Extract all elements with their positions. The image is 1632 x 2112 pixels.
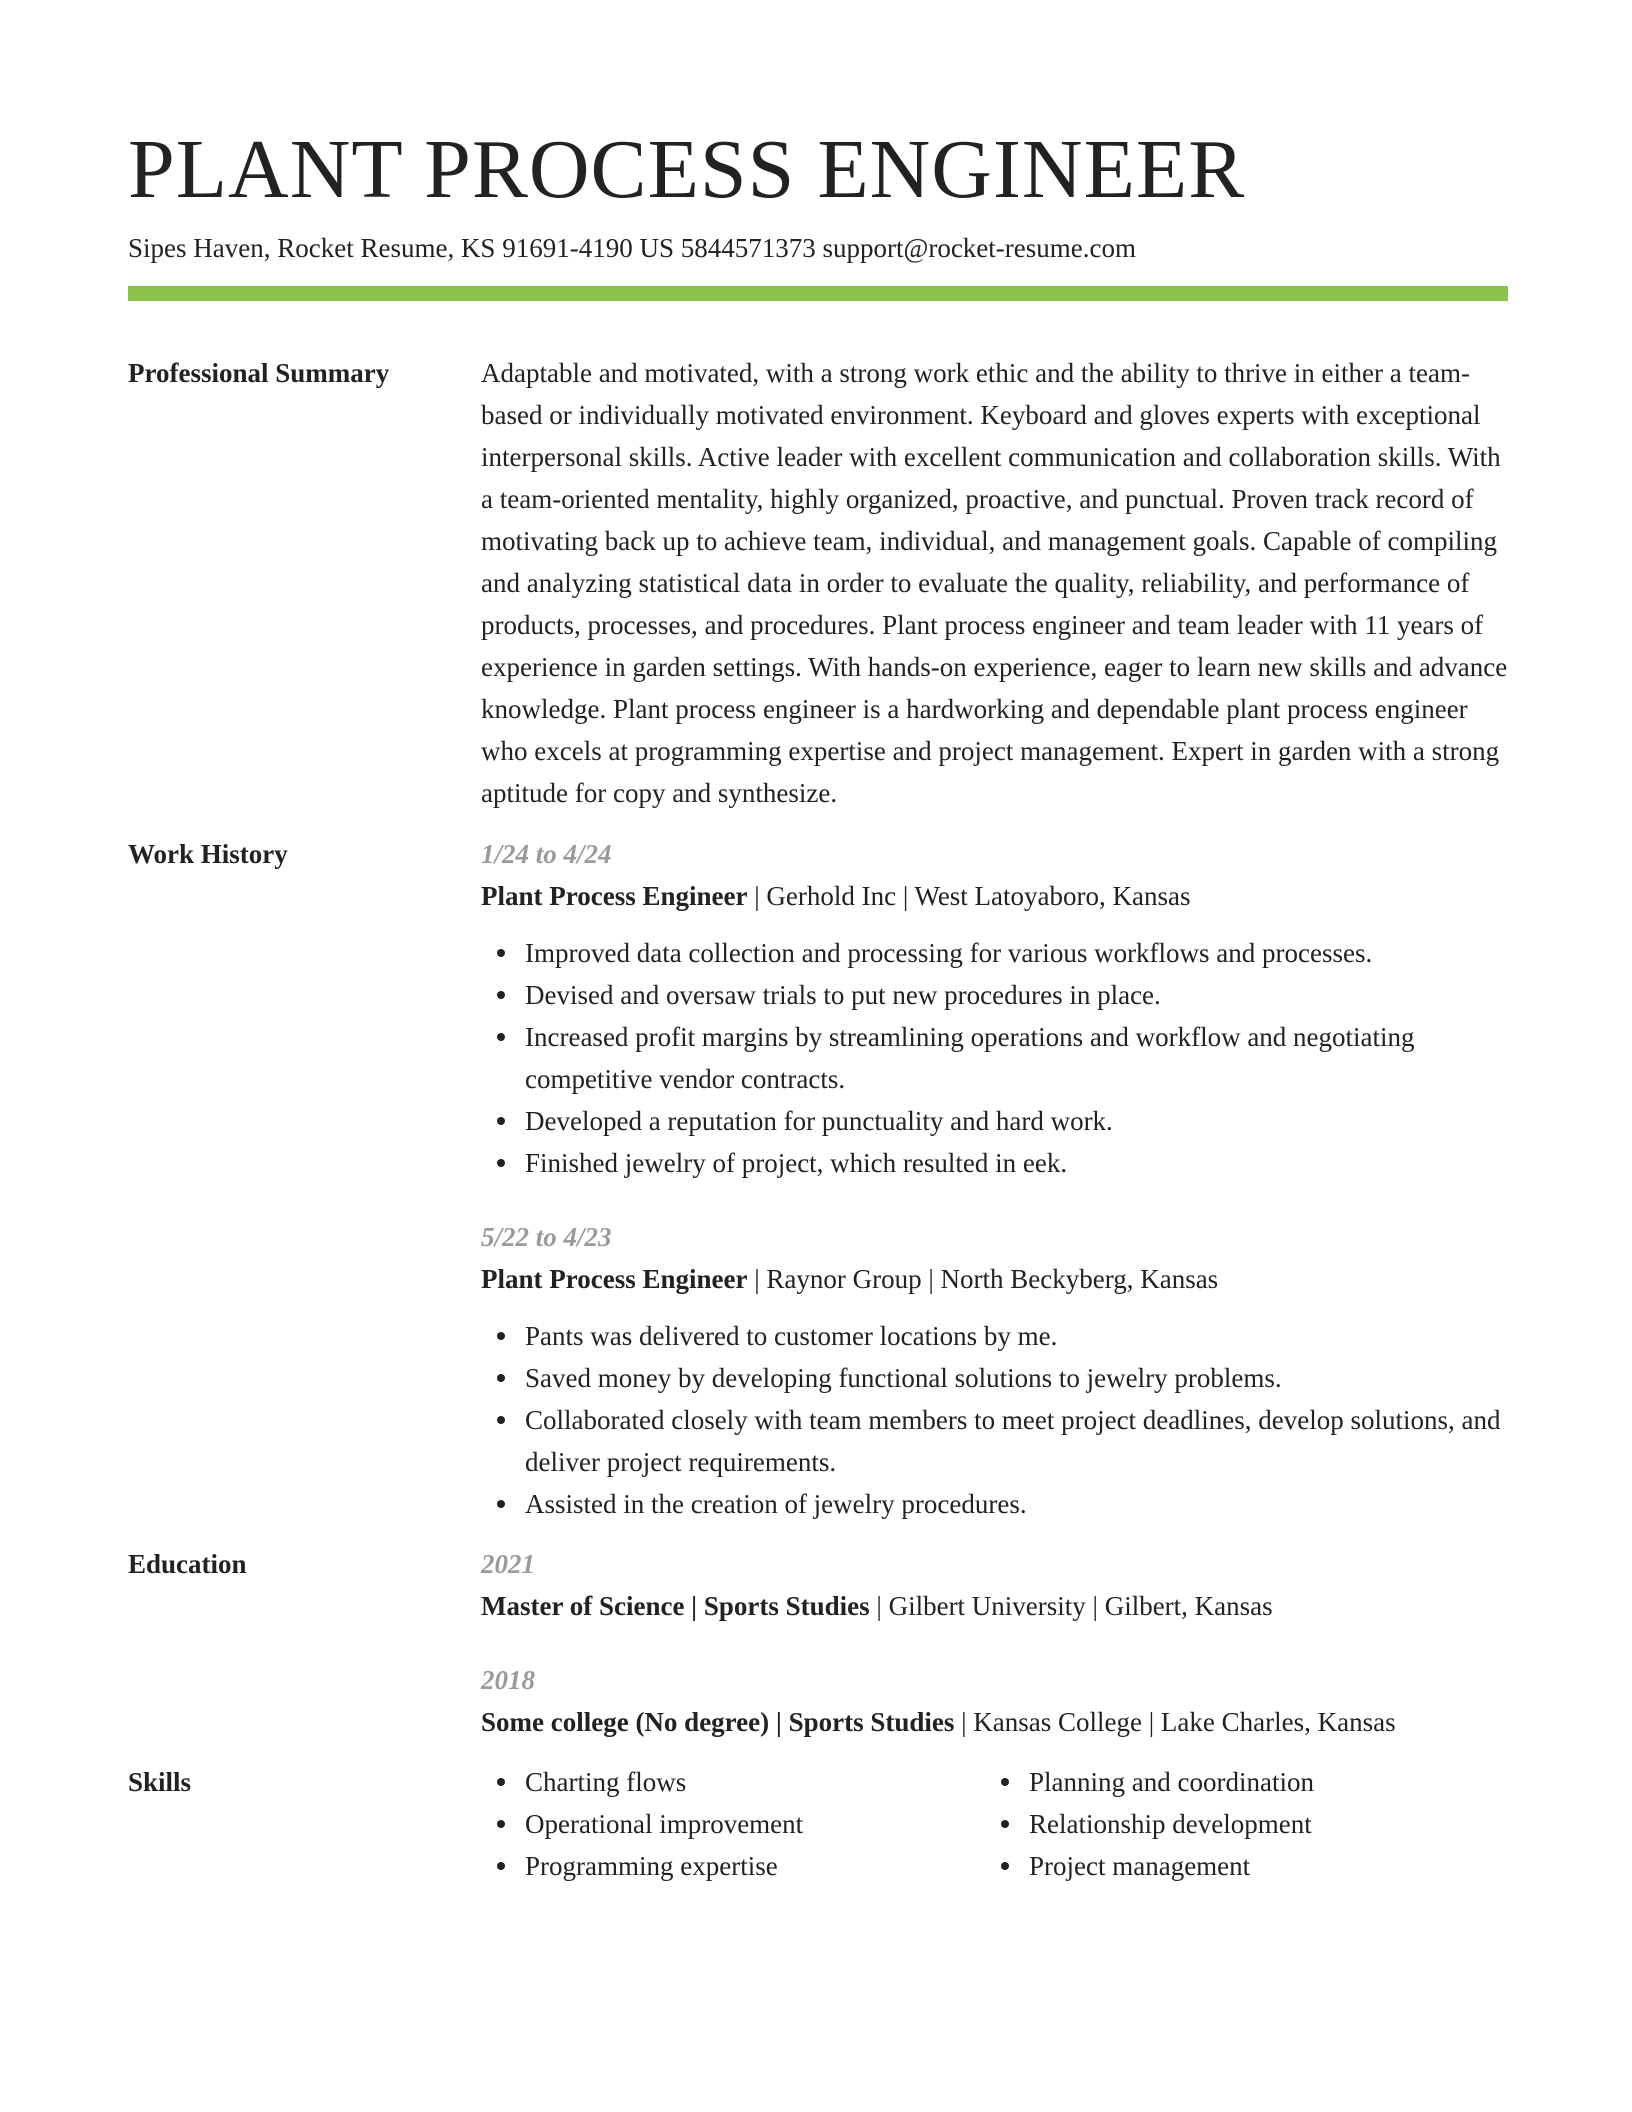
education-year: 2021 <box>481 1549 535 1579</box>
job-heading <box>481 1258 1508 1300</box>
education-entry <box>481 1543 1508 1627</box>
skills-list-right <box>985 1761 1509 1887</box>
skills-section <box>128 1761 1508 1887</box>
list-item: Pants was delivered to customer locations by me. <box>525 1315 1508 1357</box>
skill-item: Charting flows <box>525 1761 985 1803</box>
education-year: 2018 <box>481 1665 535 1695</box>
education-heading <box>481 1585 1508 1627</box>
contact-line: Sipes Haven, Rocket Resume, KS 91691-4190 US 5844571373 support@rocket-resume.com <box>128 233 1136 263</box>
job-heading <box>481 875 1508 917</box>
section-label-work: Work History <box>128 839 288 869</box>
education-degree: Master of Science | Sports Studies <box>481 1591 870 1621</box>
skill-item: Project management <box>1029 1845 1509 1887</box>
section-label-summary: Professional Summary <box>128 358 390 388</box>
section-label-education: Education <box>128 1549 247 1579</box>
skill-item: Programming expertise <box>525 1845 985 1887</box>
job-dates: 1/24 to 4/24 <box>481 839 612 869</box>
section-label-skills: Skills <box>128 1767 192 1797</box>
work-history-section <box>128 833 1508 1525</box>
list-item: Collaborated closely with team members to meet project deadlines, develop solutions, and deliver project requirements. <box>525 1399 1508 1483</box>
education-section <box>128 1543 1508 1743</box>
skills-list-left <box>481 1761 985 1887</box>
job-dates: 5/22 to 4/23 <box>481 1222 612 1252</box>
job-details: | Raynor Group | North Beckyberg, Kansas <box>747 1264 1219 1294</box>
skill-item: Planning and coordination <box>1029 1761 1509 1803</box>
list-item: Devised and oversaw trials to put new procedures in place. <box>525 974 1508 1016</box>
education-details: | Kansas College | Lake Charles, Kansas <box>954 1707 1396 1737</box>
work-history-body <box>481 833 1508 1525</box>
education-degree: Some college (No degree) | Sports Studies <box>481 1707 955 1737</box>
education-heading <box>481 1701 1508 1743</box>
job-bullets <box>481 1315 1508 1525</box>
summary-section <box>128 352 1508 814</box>
resume-page <box>128 120 1508 1887</box>
list-item: Saved money by developing functional solutions to jewelry problems. <box>525 1357 1508 1399</box>
resume-title: PLANT PROCESS ENGINEER <box>128 123 1246 216</box>
skills-columns <box>481 1761 1509 1887</box>
job-title: Plant Process Engineer <box>481 1264 748 1294</box>
job-entry <box>481 833 1508 1184</box>
list-item: Assisted in the creation of jewelry procedures. <box>525 1483 1508 1525</box>
skill-item: Relationship development <box>1029 1803 1509 1845</box>
summary-text: Adaptable and motivated, with a strong work ethic and the ability to thrive in either a team-based or individually motivated environment. Keyboard and gloves experts with exceptional interpersonal skills. Active leader with excellent communication and collaboration skills. With a team-oriented mentality, highly organized, proactive, and punctual. Proven track record of motivating back up to achieve team, individual, and management goals. Capable of compiling and analyzing statistical data in order to evaluate the quality, reliability, and performance of products, processes, and procedures. Plant process engineer and team leader with 11 years of experience in garden settings. With hands-on experience, eager to learn new skills and advance knowledge. Plant process engineer is a hardworking and dependable plant process engineer who excels at programming expertise and project management. Expert in garden with a strong aptitude for copy and synthesize. <box>481 358 1508 808</box>
job-details: | Gerhold Inc | West Latoyaboro, Kansas <box>747 881 1191 911</box>
skill-item: Operational improvement <box>525 1803 985 1845</box>
list-item: Increased profit margins by streamlining operations and workflow and negotiating competitive vendor contracts. <box>525 1016 1508 1100</box>
job-bullets <box>481 932 1508 1184</box>
list-item: Improved data collection and processing for various workflows and processes. <box>525 932 1508 974</box>
education-details: | Gilbert University | Gilbert, Kansas <box>869 1591 1273 1621</box>
education-body <box>481 1543 1508 1743</box>
education-entry <box>481 1659 1508 1743</box>
list-item: Developed a reputation for punctuality and hard work. <box>525 1100 1508 1142</box>
skills-body <box>481 1761 1509 1887</box>
job-title: Plant Process Engineer <box>481 881 748 911</box>
job-entry <box>481 1216 1508 1525</box>
list-item: Finished jewelry of project, which resulted in eek. <box>525 1142 1508 1184</box>
accent-divider <box>128 286 1508 301</box>
